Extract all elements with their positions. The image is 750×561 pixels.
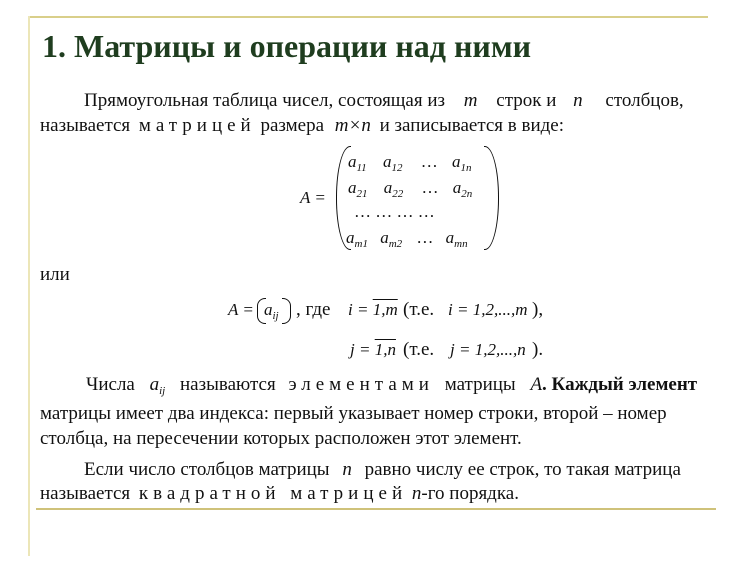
matrix-right-paren [484, 146, 499, 250]
formula2-j-list: j = 1,2,...,n [450, 340, 526, 359]
formula1-gde: , где [296, 299, 331, 320]
p1-line1: Прямоугольная таблица чисел, состоящая из m строк и n столбцов, [84, 90, 684, 111]
p2-line3: столбца, на пересечении которых расположен этот элемент. [40, 428, 522, 449]
frame-bottom-line [36, 508, 716, 510]
formula2-te: (т.е. [403, 339, 435, 360]
formula1-te: (т.е. [403, 299, 435, 320]
formula1-lhs: A = [228, 300, 254, 319]
formula1-i-list: i = 1,2,...,m [448, 300, 528, 319]
p3-line1: Если число столбцов матрицы n равно числу ее строк, то такая матрица [84, 459, 681, 480]
p2-line2: матрицы имеет два индекса: первый указывает номер строки, второй – номер [40, 403, 667, 424]
frame-left-line [28, 16, 30, 556]
slide-title: 1. Матрицы и операции над ними [42, 28, 532, 64]
ili-text: или [40, 264, 70, 285]
formula1-right-paren [282, 298, 291, 324]
formula1-i-range: i = 1,m [348, 300, 398, 319]
formula1-aij: $a_{ij}$ [264, 300, 279, 322]
matrix-row-2: $a_{21}$ $a_{22}$ … $a_{2n}$ [348, 178, 473, 200]
matrix-lhs: A = [300, 188, 326, 207]
p3-line2: называется квадратной матрицей n-го порядка. [40, 483, 519, 504]
p2-line1: Числа $a_{ij}$ называются элементами матрицы A. Каждый элемент [86, 374, 698, 397]
formula2-close: ). [532, 339, 544, 360]
formula1-close: ), [532, 299, 544, 320]
matrix-row-4: $a_{m1}$ $a_{m2}$ … $a_{mn}$ [346, 228, 468, 250]
p1-line2: называется матрицей размера m×n и записывается в виде: [40, 115, 565, 136]
matrix-row-1: $a_{11}$ $a_{12}$ … $a_{1n}$ [348, 152, 472, 174]
formula2-j-range: j = 1,n [350, 340, 396, 359]
frame-top-line [28, 16, 708, 18]
matrix-row-3: … … … … [354, 202, 435, 221]
